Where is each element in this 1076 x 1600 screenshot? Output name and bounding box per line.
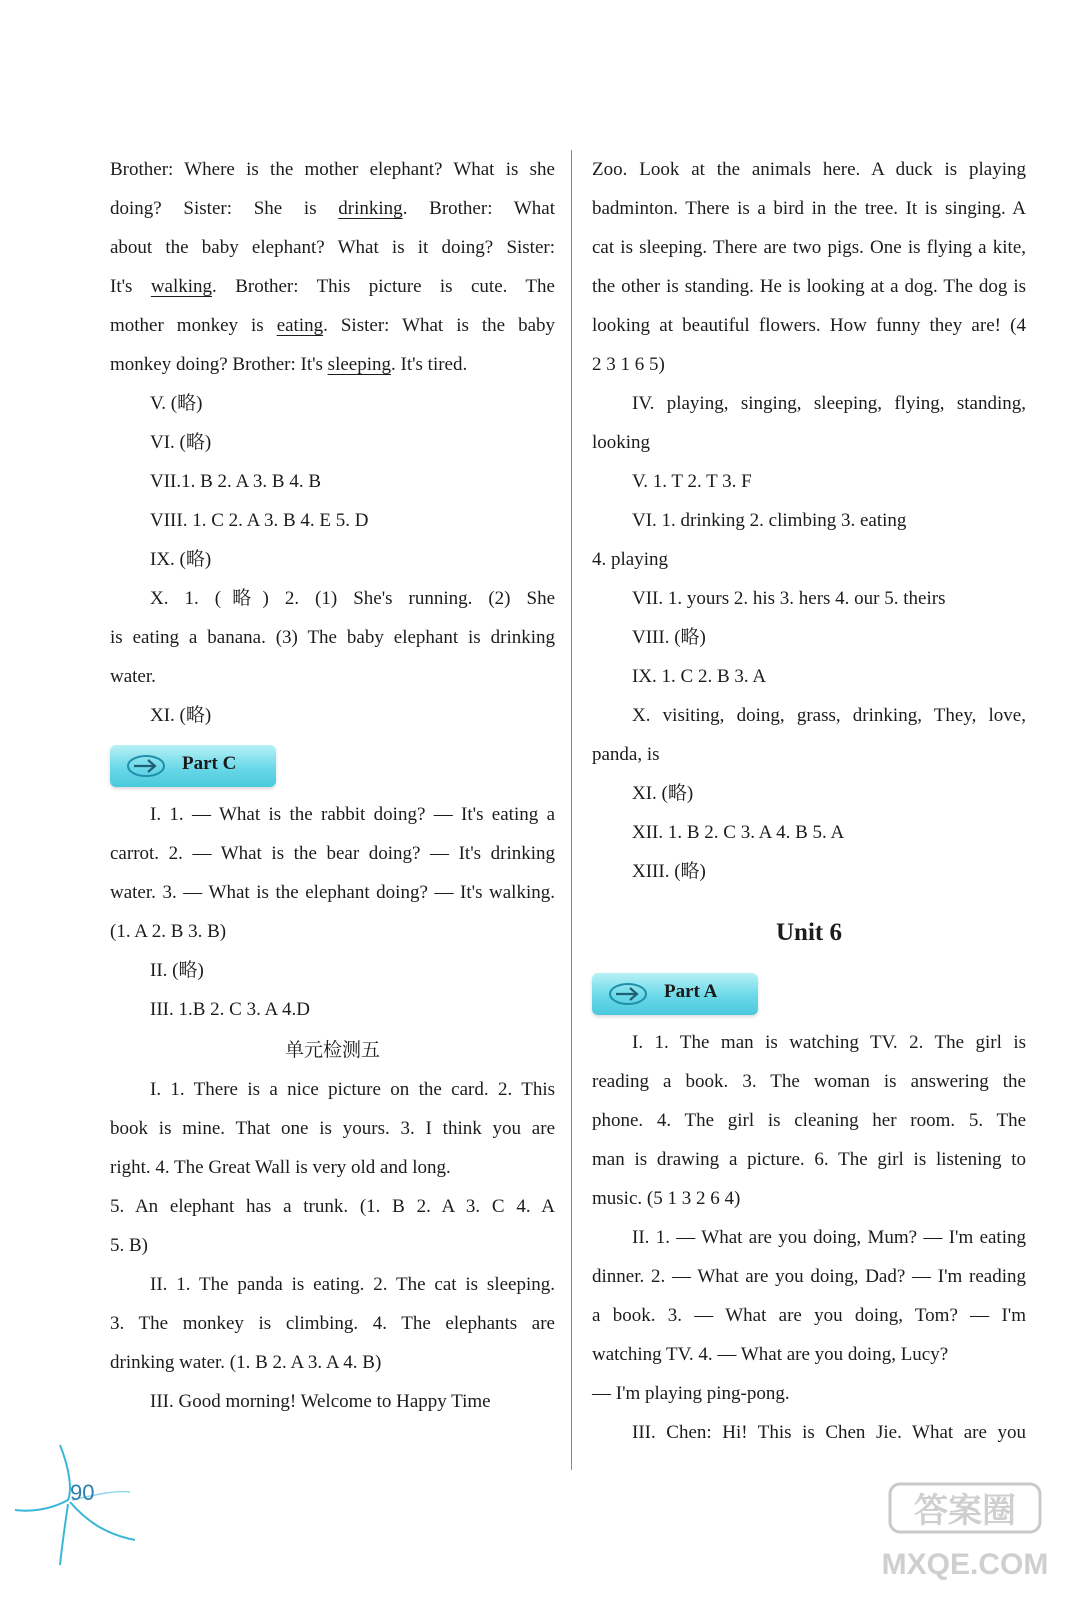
answer-line: X. 1. (略) 2. (1) She's running. (2) She (150, 588, 555, 609)
answer-line: water. (110, 666, 156, 687)
arrow-right-icon (608, 982, 648, 1006)
page-number: 90 (70, 1480, 95, 1505)
answer-line: looking (592, 432, 651, 453)
answer-line: (1. A 2. B 3. B) (110, 921, 227, 942)
answer-line: IX. (略) (150, 549, 212, 570)
answer-line: 2 3 1 6 5) (592, 354, 665, 375)
answer-line: right. 4. The Great Wall is very old and long. (110, 1157, 451, 1178)
right-column (592, 150, 1026, 1452)
answer-line: watching TV. 4. — What are you doing, Lucy? (592, 1344, 949, 1365)
answer-line: III. Good morning! Welcome to Happy Time (150, 1391, 491, 1412)
answer-line: VII.1. B 2. A 3. B 4. B (150, 471, 322, 492)
answer-line: 3. The monkey is climbing. 4. The elephants are (110, 1313, 555, 1334)
answer-line: 4. playing (592, 549, 668, 570)
answer-line: V. 1. T 2. T 3. F (632, 471, 752, 492)
part-a-label: Part A (664, 981, 718, 1002)
watermark-logo (880, 1478, 1060, 1588)
part-c-section (110, 795, 555, 951)
answer-line: XIII. (略) (632, 861, 706, 882)
answer-line: Zoo. Look at the animals here. A duck is playing (592, 159, 1026, 180)
part-c-answers (110, 951, 555, 1029)
answer-line: II. 1. The panda is eating. 2. The cat is sleeping. (150, 1274, 555, 1295)
dialogue-line: about the baby elephant? What is it doing? Sister: (110, 237, 555, 258)
part-a-badge (592, 973, 758, 1015)
answer-line: looking at beautiful flowers. How funny they are! (4 (592, 315, 1026, 336)
answer-line: panda, is (592, 744, 660, 765)
answer-list (110, 384, 555, 618)
answer-line: III. Chen: Hi! This is Chen Jie. What are you (632, 1422, 1026, 1443)
answer-line: I. 1. — What is the rabbit doing? — It's eating a (150, 804, 555, 825)
answer-line: — I'm playing ping-pong. (592, 1383, 790, 1404)
answer-line: VIII. 1. C 2. A 3. B 4. E 5. D (150, 510, 369, 531)
continuation-block (110, 618, 555, 696)
answer-line: music. (5 1 3 2 6 4) (592, 1188, 741, 1209)
answer-line: VI. (略) (150, 432, 212, 453)
answer-line: dinner. 2. — What are you doing, Dad? — I'm reading (592, 1266, 1026, 1287)
answer-line: drinking water. (1. B 2. A 3. A 4. B) (110, 1352, 382, 1373)
part-c-badge (110, 745, 276, 787)
left-column (110, 150, 555, 1421)
answer-line: V. (略) (150, 393, 203, 414)
unit-title: Unit 6 (776, 919, 842, 946)
dialogue-line: monkey doing? Brother: It's sleeping. It's tired. (110, 354, 468, 375)
answer-line: the other is standing. He is looking at a dog. The dog is (592, 276, 1026, 297)
column-divider (571, 150, 572, 1470)
answers-continued (592, 150, 1026, 891)
part-a-section (592, 1023, 1026, 1452)
answer-line: water. 3. — What is the elephant doing? — It's walking. (110, 882, 555, 903)
answer-line: X. visiting, doing, grass, drinking, They, love, (632, 705, 1026, 726)
answer-line: XI. (略) (632, 783, 694, 804)
answer-line: VI. 1. drinking 2. climbing 3. eating (632, 510, 907, 531)
dialogue-line: Brother: Where is the mother elephant? What is she (110, 159, 555, 180)
answer-line: cat is sleeping. There are two pigs. One is flying a kite, (592, 237, 1026, 258)
unit-test-section (110, 1070, 555, 1421)
answer-line: III. 1.B 2. C 3. A 4.D (150, 999, 310, 1020)
answer-line: is eating a banana. (3) The baby elephant is drinking (110, 627, 555, 648)
answer-xi: XI. (略) (150, 705, 212, 726)
answer-line: a book. 3. — What are you doing, Tom? — I'm (592, 1305, 1026, 1326)
answer-line: XII. 1. B 2. C 3. A 4. B 5. A (632, 822, 845, 843)
answer-line: carrot. 2. — What is the bear doing? — It's drinking (110, 843, 555, 864)
answer-line: VIII. (略) (632, 627, 706, 648)
dialogue-line: It's walking. Brother: This picture is cute. The (110, 276, 555, 297)
answer-line: II. (略) (150, 960, 204, 981)
answer-line: man is drawing a picture. 6. The girl is listening to (592, 1149, 1026, 1170)
answer-line: I. 1. The man is watching TV. 2. The girl is (632, 1032, 1026, 1053)
svg-text:答案圈: 答案圈 (914, 1491, 1016, 1531)
part-c-label: Part C (182, 753, 237, 774)
svg-text:MXQE.COM: MXQE.COM (881, 1548, 1049, 1581)
answer-line: badminton. There is a bird in the tree. It is singing. A (592, 198, 1026, 219)
answer-line: book is mine. That one is yours. 3. I think you are (110, 1118, 555, 1139)
answer-line: IX. 1. C 2. B 3. A (632, 666, 767, 687)
dialogue-block (110, 150, 555, 384)
answer-line: IV. playing, singing, sleeping, flying, standing, (632, 393, 1026, 414)
answer-line: I. 1. There is a nice picture on the card. 2. This (150, 1079, 555, 1100)
answer-line: phone. 4. The girl is cleaning her room. 5. The (592, 1110, 1026, 1131)
unit-test-title: 单元检测五 (284, 1040, 380, 1061)
answer-line: 5. An elephant has a trunk. (1. B 2. A 3. C 4. A (110, 1196, 555, 1217)
answer-line: II. 1. — What are you doing, Mum? — I'm eating (632, 1227, 1026, 1248)
dialogue-line: mother monkey is eating. Sister: What is the baby (110, 315, 556, 336)
answer-line: VII. 1. yours 2. his 3. hers 4. our 5. theirs (632, 588, 946, 609)
dialogue-line: doing? Sister: She is drinking. Brother: What (110, 198, 555, 219)
arrow-right-icon (126, 754, 166, 778)
answer-line: 5. B) (110, 1235, 148, 1256)
answer-line: reading a book. 3. The woman is answering the (592, 1071, 1026, 1092)
